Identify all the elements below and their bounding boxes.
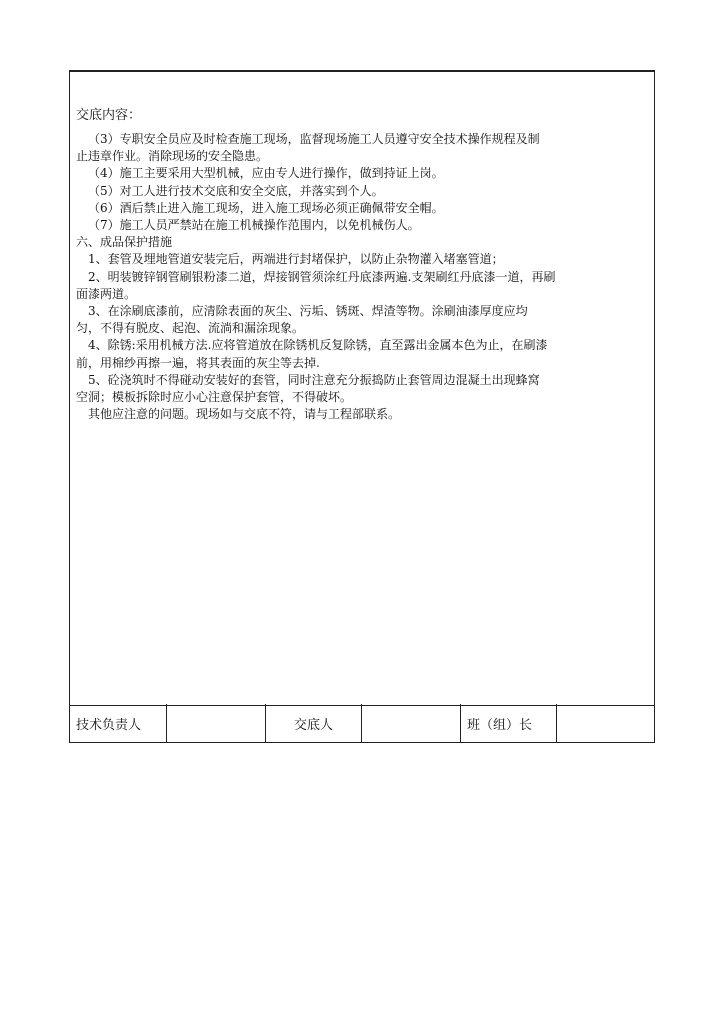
paragraph-line: 1、套管及埋地管道安装完后，两端进行封堵保护，以防止杂物灌入堵塞管道； [88, 252, 504, 267]
paragraph-line: 4、除锈:采用机械方法.应将管道放在除锈机反复除锈，直至露出金属本色为止，在刷漆 [88, 338, 548, 353]
paragraph-line: 其他应注意的问题。现场如与交底不符，请与工程部联系。 [88, 407, 401, 422]
paragraph-line: 空洞；模板拆除时应小心注意保护套管，不得破坏。 [76, 390, 353, 405]
paragraph-line: 3、在涂刷底漆前，应清除表面的灰尘、污垢、锈斑、焊渣等物。涂刷油漆厚度应均 [88, 304, 528, 319]
content-body [76, 131, 648, 423]
briefer-label: 交底人 [266, 704, 362, 742]
team-leader-label: 班（组）长 [461, 704, 557, 742]
content-heading: 交底内容： [76, 108, 142, 123]
tech-lead-field[interactable] [167, 704, 266, 742]
paragraph-line: （3）专职安全员应及时检查施工现场，监督现场施工人员遵守安全技术操作规程及制 [88, 132, 540, 146]
paragraph-line: 止违章作业。消除现场的安全隐患。 [76, 149, 269, 164]
paragraph-line: 2、明装镀锌钢管刷银粉漆二道，焊接钢管须涂红丹底漆两遍.支架刷红丹底漆一道，再刷 [88, 269, 556, 284]
tech-lead-label: 技术负责人 [70, 704, 167, 742]
content-cell [70, 72, 654, 706]
paragraph-line: 5、砼浇筑时不得碰动安装好的套管，同时注意充分振捣防止套管周边混凝土出现蜂窝 [88, 372, 540, 387]
briefer-field[interactable] [362, 704, 461, 742]
paragraph-line: （4）施工主要采用大型机械，应由专人进行操作，做到持证上岗。 [88, 166, 444, 181]
paragraph-line: （5）对工人进行技术交底和安全交底，并落实到个人。 [88, 183, 384, 198]
disclosure-form-table [69, 70, 655, 743]
paragraph-line: 匀，不得有脱皮、起泡、流淌和漏涂现象。 [76, 321, 305, 336]
paragraph-line: 前，用棉纱再擦一遍，将其表面的灰尘等去掉. [76, 355, 320, 370]
team-leader-field[interactable] [557, 704, 654, 742]
paragraph-line: 面漆两道。 [76, 286, 137, 301]
section-title: 六、成品保护措施 [76, 235, 173, 250]
paragraph-line: （7）施工人员严禁站在施工机械操作范围内，以免机械伤人。 [88, 218, 420, 233]
signature-row [70, 704, 654, 742]
paragraph-line: （6）酒后禁止进入施工现场，进入施工现场必须正确佩带安全帽。 [88, 200, 444, 215]
